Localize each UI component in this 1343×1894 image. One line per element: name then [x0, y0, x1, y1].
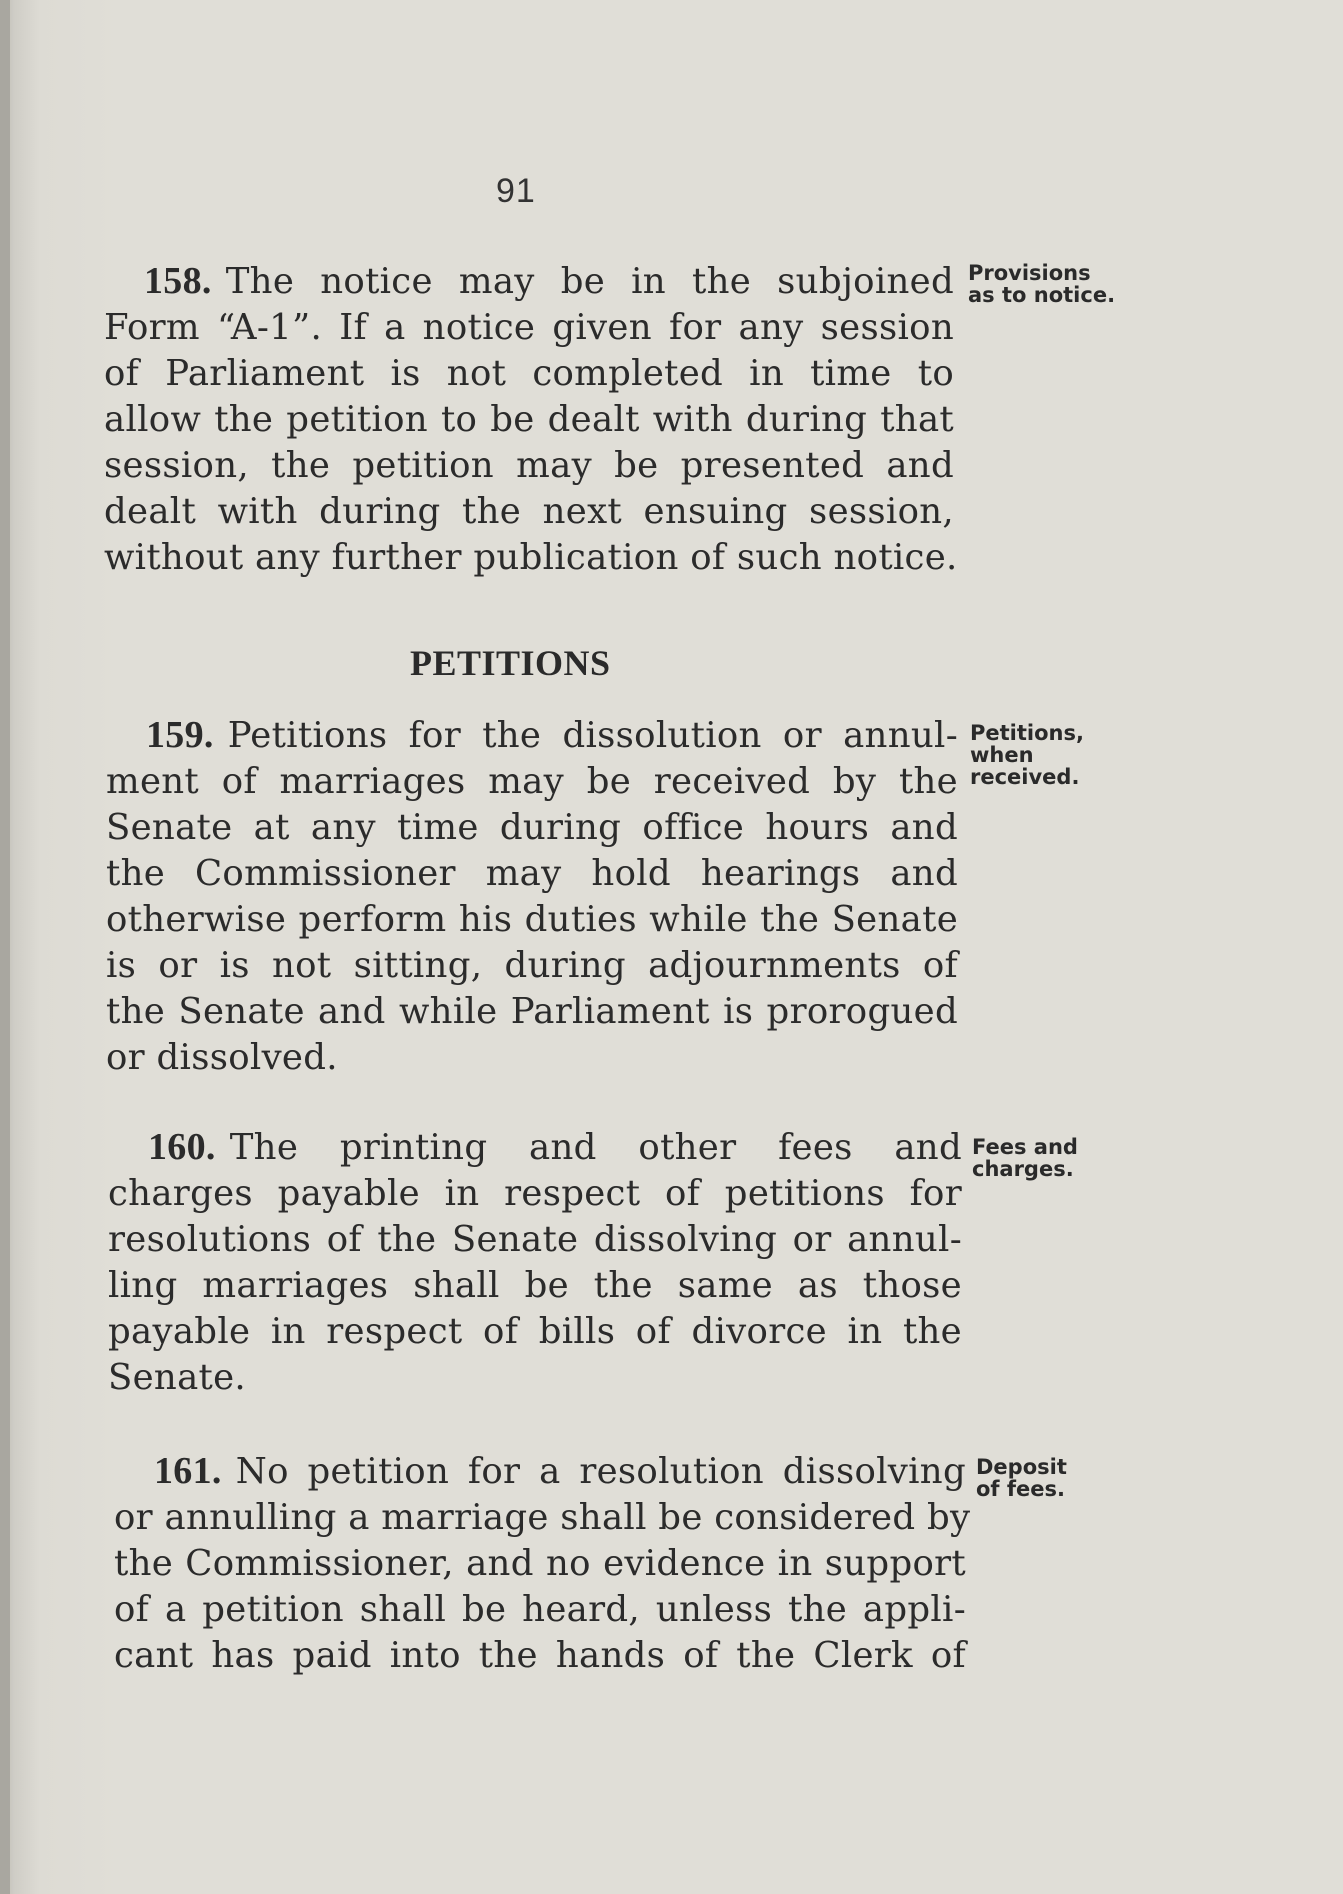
margin-note-158 — [968, 262, 1115, 306]
section-158-line-4: allow the petition to be dealt with during that — [104, 399, 954, 440]
margin-note-160 — [972, 1136, 1078, 1180]
section-159-line-3: Senate at any time during office hours and — [106, 807, 958, 848]
section-160-line-6: Senate. — [108, 1357, 247, 1398]
section-159-line-6: is or is not sitting, during adjournments of — [106, 945, 958, 986]
section-161 — [114, 1448, 971, 1679]
section-159-line-1: 159. Petitions for the dissolution or annul- — [146, 714, 958, 756]
margin-note-line: Provisions — [968, 261, 1091, 285]
section-number: 158. — [144, 260, 212, 302]
margin-note-line: Deposit — [976, 1455, 1067, 1479]
margin-note-line: of fees. — [976, 1477, 1065, 1501]
section-161-line-2: or annulling a marriage shall be considered by — [114, 1497, 971, 1538]
margin-note-line: when — [970, 743, 1034, 767]
section-160-line-5: payable in respect of bills of divorce in the — [108, 1311, 962, 1352]
section-heading-petitions: PETITIONS — [410, 643, 611, 683]
margin-note-line: Petitions, — [970, 721, 1084, 745]
section-161-line-5: cant has paid into the hands of the Clerk of — [114, 1635, 966, 1676]
section-number: 160. — [148, 1126, 216, 1168]
section-159 — [106, 712, 958, 1081]
section-158-line-5: session, the petition may be presented and — [104, 445, 954, 486]
section-161-line-4: of a petition shall be heard, unless the appli- — [114, 1589, 966, 1630]
section-159-line-5: otherwise perform his duties while the Senate — [106, 899, 958, 940]
section-number: 161. — [154, 1450, 222, 1492]
section-159-line-7: the Senate and while Parliament is prorogued — [106, 991, 958, 1032]
margin-note-line: charges. — [972, 1157, 1074, 1181]
margin-note-161 — [976, 1456, 1067, 1500]
section-161-line-1: 161. No petition for a resolution dissolving — [154, 1450, 966, 1492]
section-160-line-4: ling marriages shall be the same as those — [108, 1265, 962, 1306]
section-158-line-2: Form “A-1”. If a notice given for any session — [104, 307, 954, 348]
section-158-line-1: 158. The notice may be in the subjoined — [144, 260, 954, 302]
section-160 — [108, 1124, 962, 1401]
margin-note-159 — [970, 722, 1084, 788]
section-158 — [104, 258, 958, 581]
section-160-line-1: 160. The printing and other fees and — [148, 1126, 962, 1168]
page-spine-shadow — [0, 0, 10, 1894]
section-161-line-3: the Commissioner, and no evidence in support — [114, 1543, 966, 1584]
section-158-line-7: without any further publication of such notice. — [104, 537, 958, 578]
section-160-line-3: resolutions of the Senate dissolving or annul- — [108, 1219, 962, 1260]
section-158-line-3: of Parliament is not completed in time to — [104, 353, 954, 394]
margin-note-line: received. — [970, 765, 1080, 789]
section-160-line-2: charges payable in respect of petitions for — [108, 1173, 962, 1214]
page-number: 91 — [496, 172, 536, 210]
section-159-line-2: ment of marriages may be received by the — [106, 761, 958, 802]
section-number: 159. — [146, 714, 214, 756]
section-159-line-4: the Commissioner may hold hearings and — [106, 853, 958, 894]
section-158-line-6: dealt with during the next ensuing session, — [104, 491, 954, 532]
margin-note-line: as to notice. — [968, 283, 1116, 307]
section-159-line-8: or dissolved. — [106, 1037, 338, 1078]
margin-note-line: Fees and — [972, 1135, 1078, 1159]
